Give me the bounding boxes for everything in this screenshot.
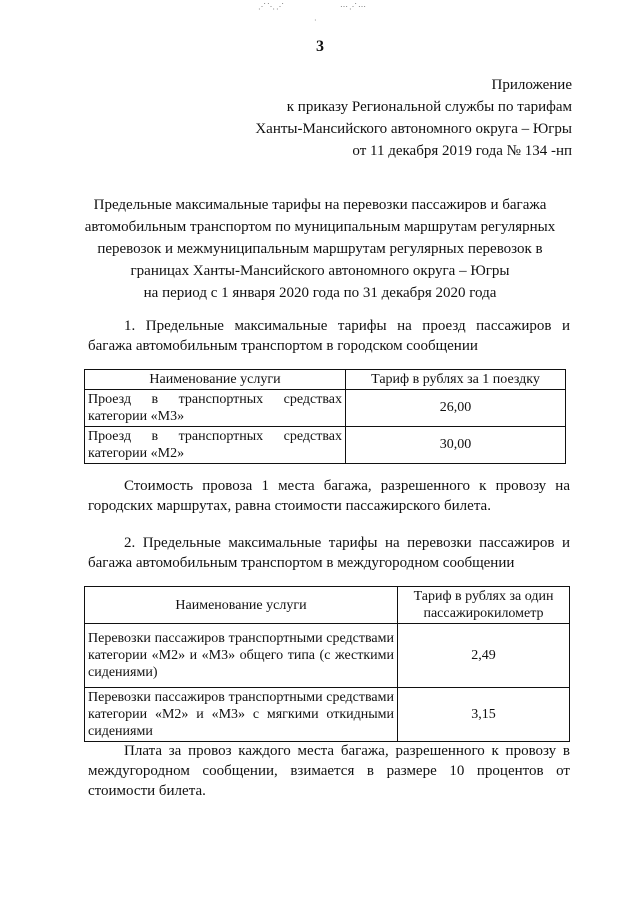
appendix-line: Приложение: [491, 77, 572, 93]
service-name-cell: Перевозки пассажиров транспортными средствами категории «М2» и «М3» общего типа (с жесткими сидениями): [85, 624, 398, 688]
service-name-cell: Проезд в транспортных средствах категории «М2»: [85, 427, 346, 464]
scan-artifact: ⋰⋱⋰: [258, 2, 285, 11]
section-2-heading: 2. Предельные максимальные тарифы на перевозки пассажиров и багажа автомобильным транспортом в междугородном сообщении: [88, 535, 570, 571]
appendix-line: к приказу Региональной службы по тарифам: [286, 99, 572, 115]
table-row: [85, 427, 566, 464]
appendix-line: от 11 декабря 2019 года № 134 -нп: [352, 143, 572, 159]
document-title: [72, 194, 568, 304]
title-line: на период с 1 января 2020 года по 31 декабря 2020 года: [143, 285, 497, 301]
scan-artifact: ·: [314, 16, 318, 25]
appendix-line: Ханты-Мансийского автономного округа – Югры: [255, 121, 572, 137]
title-line: границах Ханты-Мансийского автономного округа – Югры: [130, 263, 510, 279]
section-1-note: Стоимость провоза 1 места багажа, разрешенного к провозу на городских маршрутах, равна стоимости пассажирского билета.: [88, 478, 570, 514]
column-header-service: Наименование услуги: [85, 370, 346, 390]
table-row: [85, 624, 570, 688]
service-name-cell: Проезд в транспортных средствах категории «М3»: [85, 390, 346, 427]
column-header-tariff: Тариф в рублях за один пассажирокилометр: [398, 587, 570, 624]
tariff-value-cell: 26,00: [346, 390, 566, 427]
title-line: перевозок и межмуниципальным маршрутам регулярных перевозок в: [97, 241, 543, 257]
column-header-service: Наименование услуги: [85, 587, 398, 624]
section-1-heading: 1. Предельные максимальные тарифы на проезд пассажиров и багажа автомобильным транспортом в городском сообщении: [88, 318, 570, 354]
title-line: автомобильным транспортом по муниципальным маршрутам регулярных: [84, 219, 556, 235]
section-2-note: Плата за провоз каждого места багажа, разрешенного к провозу в междугородном сообщении, взимается в размере 10 процентов от стоимости билета.: [88, 743, 570, 799]
scan-artifact: ⋯⋰⋯: [340, 2, 367, 11]
intercity-tariff-table: [84, 586, 570, 742]
appendix-header: [255, 74, 572, 162]
title-line: Предельные максимальные тарифы на перевозки пассажиров и багажа: [93, 197, 547, 213]
table-header-row: [85, 587, 570, 624]
tariff-value-cell: 3,15: [398, 688, 570, 742]
column-header-tariff: Тариф в рублях за 1 поездку: [346, 370, 566, 390]
table-row: [85, 688, 570, 742]
tariff-value-cell: 30,00: [346, 427, 566, 464]
tariff-value-cell: 2,49: [398, 624, 570, 688]
table-header-row: [85, 370, 566, 390]
table-row: [85, 390, 566, 427]
page-number: 3: [316, 38, 324, 55]
urban-tariff-table: [84, 369, 566, 464]
service-name-cell: Перевозки пассажиров транспортными средствами категории «М2» и «М3» с мягкими откидными сидениями: [85, 688, 398, 742]
